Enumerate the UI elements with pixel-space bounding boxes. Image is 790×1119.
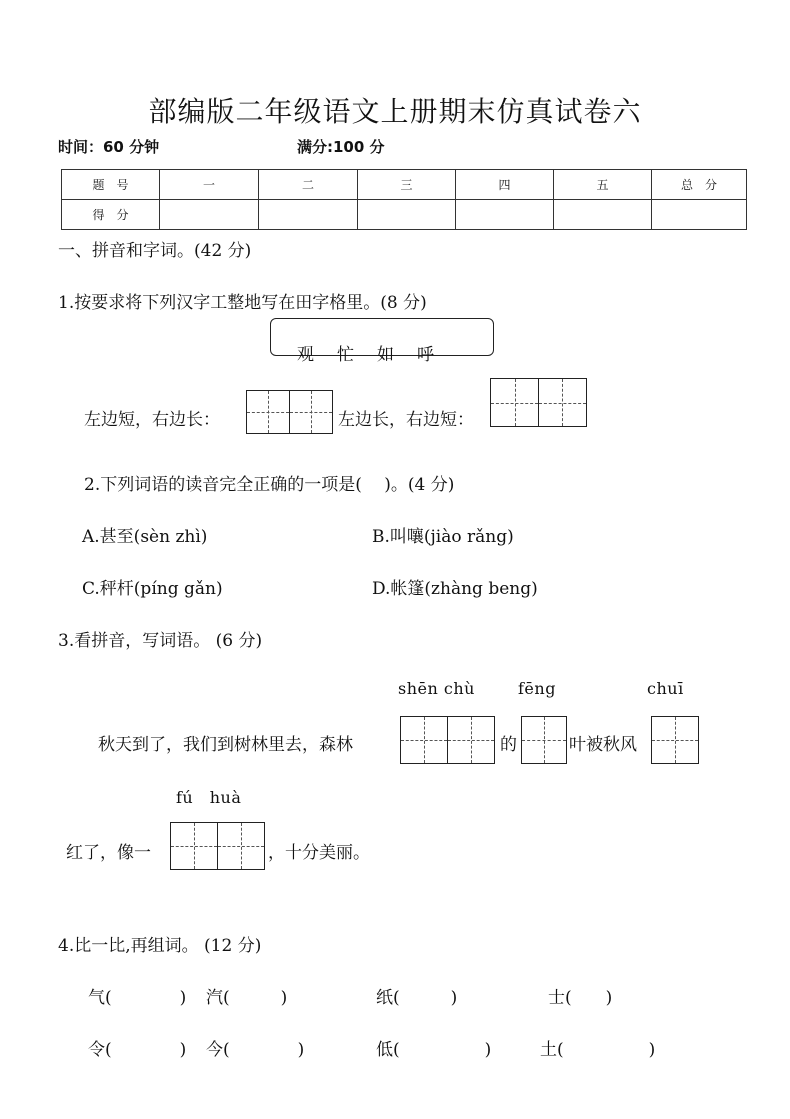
writing-grid-2[interactable] xyxy=(490,378,587,427)
word-char: 呼 xyxy=(417,345,434,365)
pinyin-label: fēng xyxy=(518,679,556,698)
tianzige-cell[interactable] xyxy=(289,390,333,434)
compare-item[interactable]: 纸( ) xyxy=(376,988,458,1008)
table-cell: 一 xyxy=(160,170,259,200)
compare-item[interactable]: 令( ) xyxy=(88,1040,187,1060)
score-input-cell[interactable] xyxy=(160,200,259,230)
tianzige-cell[interactable] xyxy=(521,716,567,764)
word-char: 忙 xyxy=(337,345,354,365)
score-table xyxy=(61,169,747,230)
table-cell: 题 号 xyxy=(62,170,160,200)
sentence-part: 叶被秋风 xyxy=(569,735,637,755)
tianzige-cell[interactable] xyxy=(400,716,448,764)
tianzige-cell[interactable] xyxy=(246,390,290,434)
table-cell: 四 xyxy=(456,170,554,200)
option-a[interactable]: A.甚至(sèn zhì) xyxy=(82,527,208,547)
pinyin-label: shēn chù xyxy=(398,679,475,698)
score-table-header-row xyxy=(62,170,747,200)
option-c[interactable]: C.秤杆(píng gǎn) xyxy=(82,579,223,599)
table-cell: 二 xyxy=(259,170,358,200)
tianzige-cell[interactable] xyxy=(490,378,539,427)
section-heading: 一、拼音和字词。(42 分) xyxy=(58,241,252,261)
sentence-part: ，十分美丽。 xyxy=(268,843,370,863)
exam-time: 时间：60 分钟 xyxy=(58,138,160,156)
compare-item[interactable]: 汽( ) xyxy=(206,988,288,1008)
score-input-cell[interactable] xyxy=(259,200,358,230)
compare-item[interactable]: 今( ) xyxy=(206,1040,305,1060)
option-d[interactable]: D.帐篷(zhàng beng) xyxy=(372,579,538,599)
score-input-cell[interactable] xyxy=(554,200,652,230)
tianzige-cell[interactable] xyxy=(538,378,587,427)
score-table-score-row xyxy=(62,200,747,230)
full-score: 满分:100 分 xyxy=(297,138,385,156)
writing-grid-1[interactable] xyxy=(246,390,333,434)
table-cell: 总 分 xyxy=(652,170,747,200)
question-1-prompt: 1.按要求将下列汉字工整地写在田字格里。(8 分) xyxy=(58,293,427,313)
left-long-label: 左边长，右边短： xyxy=(338,410,474,430)
pinyin-label: chuī xyxy=(647,679,684,698)
writing-grid-feng[interactable] xyxy=(521,716,567,764)
page-title: 部编版二年级语文上册期末仿真试卷六 xyxy=(148,95,642,128)
sentence-part: 红了，像一 xyxy=(66,843,151,863)
question-2-prompt: 2.下列词语的读音完全正确的一项是( )。(4 分) xyxy=(84,475,455,495)
compare-item[interactable]: 气( ) xyxy=(88,988,187,1008)
tianzige-cell[interactable] xyxy=(447,716,495,764)
sentence-part: 秋天到了，我们到树林里去，森林 xyxy=(98,735,353,755)
table-cell: 五 xyxy=(554,170,652,200)
tianzige-cell[interactable] xyxy=(651,716,699,764)
tianzige-cell[interactable] xyxy=(217,822,265,870)
sentence-part: 的 xyxy=(500,735,517,755)
option-b[interactable]: B.叫嚷(jiào rǎng) xyxy=(372,527,514,547)
score-input-cell[interactable] xyxy=(652,200,747,230)
word-char: 如 xyxy=(377,345,394,365)
left-short-label: 左边短，右边长： xyxy=(84,410,220,430)
compare-item[interactable]: 土( ) xyxy=(540,1040,656,1060)
word-char: 观 xyxy=(297,345,314,365)
pinyin-label: fú huà xyxy=(176,788,242,807)
writing-grid-chui[interactable] xyxy=(651,716,699,764)
compare-item[interactable]: 士( ) xyxy=(548,988,613,1008)
tianzige-cell[interactable] xyxy=(170,822,218,870)
question-3-prompt: 3.看拼音，写词语。 (6 分) xyxy=(58,631,263,651)
table-cell: 三 xyxy=(358,170,456,200)
question-4-prompt: 4.比一比,再组词。 (12 分) xyxy=(58,936,262,956)
writing-grid-shenchu[interactable] xyxy=(400,716,495,764)
writing-grid-fuhua[interactable] xyxy=(170,822,265,870)
table-cell: 得 分 xyxy=(62,200,160,230)
score-input-cell[interactable] xyxy=(358,200,456,230)
score-input-cell[interactable] xyxy=(456,200,554,230)
compare-item[interactable]: 低( ) xyxy=(376,1040,492,1060)
